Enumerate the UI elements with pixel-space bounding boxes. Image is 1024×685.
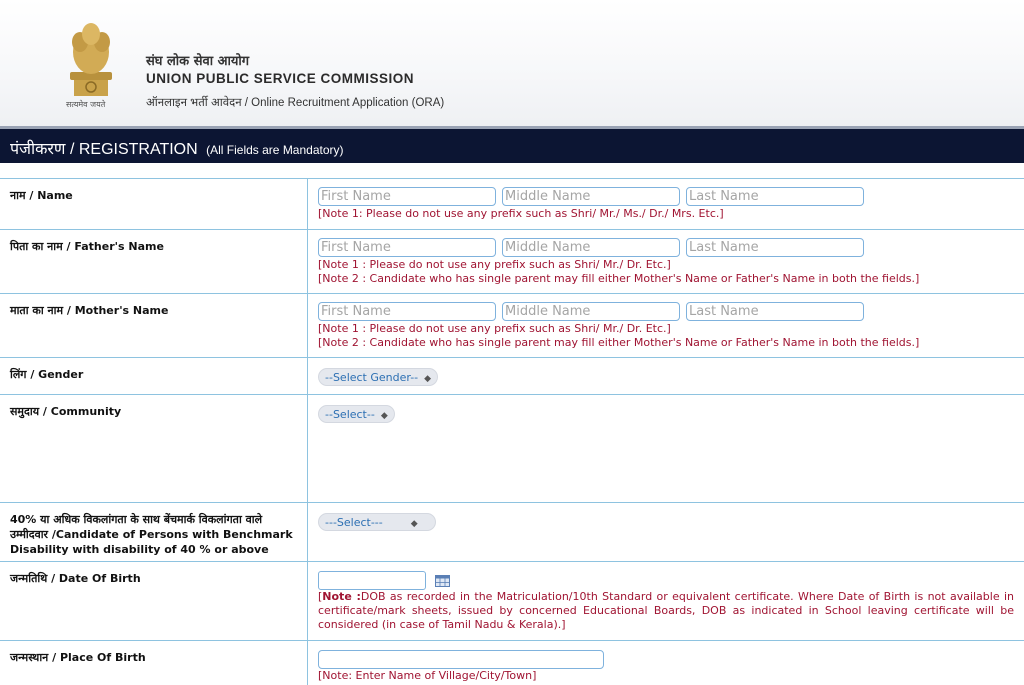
ashoka-emblem-icon	[60, 12, 122, 112]
updown-chevron-icon: ◆	[410, 519, 418, 529]
disability-select-value: ---Select---	[325, 516, 383, 529]
father-name-row	[0, 230, 1024, 294]
commission-title: UNION PUBLIC SERVICE COMMISSION	[146, 71, 415, 86]
name-label: नाम / Name	[0, 179, 308, 229]
dob-note: [Note :DOB as recorded in the Matriculation/10th Standard or equivalent certificate. Where Date of Birth is not available in certificate/mark sheets, issued by concerned Educational Boards, DOB as indicated in School leaving certificate will be considered (in case of Tamil Nadu & Kerala).]	[318, 590, 1014, 631]
disability-row	[0, 503, 1024, 562]
community-row	[0, 395, 1024, 503]
emblem-motto: सत्यमेव जयते	[66, 100, 106, 109]
disability-select[interactable]	[318, 513, 436, 531]
father-first-name-input[interactable]	[318, 238, 496, 257]
mother-middle-name-input[interactable]	[502, 302, 680, 321]
gender-label: लिंग / Gender	[0, 358, 308, 394]
dob-row	[0, 562, 1024, 641]
pob-label: जन्मस्थान / Place Of Birth	[0, 641, 308, 685]
name-note-1: [Note 1: Please do not use any prefix such as Shri/ Mr./ Ms./ Dr./ Mrs. Etc.]	[318, 207, 724, 220]
pob-note: [Note: Enter Name of Village/City/Town]	[318, 669, 537, 682]
updown-chevron-icon: ◆	[380, 411, 388, 421]
pob-row	[0, 641, 1024, 685]
dob-note-text: DOB as recorded in the Matriculation/10th Standard or equivalent certificate. Where Date of Birth is not available in certificate/mark sheets, issued by concerned Educational Boards, DOB as indicated in School leaving certificate will be considered (in case of Tamil Nadu & Kerala).]	[318, 590, 1014, 631]
mother-note-2: [Note 2 : Candidate who has single parent may fill either Mother's Name or Father's Name in both the fields.]	[318, 336, 920, 349]
updown-chevron-icon: ◆	[424, 374, 432, 384]
gender-select[interactable]	[318, 368, 438, 386]
hindi-title: संघ लोक सेवा आयोग	[146, 54, 250, 69]
name-row	[0, 179, 1024, 230]
mother-name-label: माता का नाम / Mother's Name	[0, 294, 308, 357]
last-name-input[interactable]	[686, 187, 864, 206]
registration-bar	[0, 129, 1024, 163]
mandatory-note: (All Fields are Mandatory)	[206, 143, 344, 157]
first-name-input[interactable]	[318, 187, 496, 206]
father-last-name-input[interactable]	[686, 238, 864, 257]
header	[0, 0, 1024, 128]
father-note-2: [Note 2 : Candidate who has single parent may fill either Mother's Name or Father's Name in both the fields.]	[318, 272, 920, 285]
father-middle-name-input[interactable]	[502, 238, 680, 257]
mother-name-row	[0, 294, 1024, 358]
gender-row	[0, 358, 1024, 395]
dob-label: जन्मतिथि / Date Of Birth	[0, 562, 308, 640]
mother-last-name-input[interactable]	[686, 302, 864, 321]
mother-first-name-input[interactable]	[318, 302, 496, 321]
dob-input[interactable]	[318, 571, 426, 590]
disability-label: 40% या अधिक विकलांगता के साथ बेंचमार्क विकलांगता वाले उम्मीदवार /Candidate of Persons with Benchmark Disability with disability of 40 % or above	[0, 503, 308, 561]
calendar-icon[interactable]	[435, 575, 450, 587]
pob-input[interactable]	[318, 650, 604, 669]
ora-subtitle: ऑनलाइन भर्ती आवेदन / Online Recruitment Application (ORA)	[146, 97, 445, 109]
community-label: समुदाय / Community	[0, 395, 308, 502]
gender-select-value: --Select Gender--	[325, 371, 419, 384]
community-select[interactable]	[318, 405, 395, 423]
middle-name-input[interactable]	[502, 187, 680, 206]
community-select-value: --Select--	[325, 408, 375, 421]
mother-note-1: [Note 1 : Please do not use any prefix such as Shri/ Mr./ Dr. Etc.]	[318, 322, 671, 335]
dob-note-bold: Note :	[322, 590, 361, 603]
registration-form	[0, 178, 1024, 685]
father-name-label: पिता का नाम / Father's Name	[0, 230, 308, 293]
registration-title: पंजीकरण / REGISTRATION	[10, 141, 198, 158]
father-note-1: [Note 1 : Please do not use any prefix such as Shri/ Mr./ Dr. Etc.]	[318, 258, 671, 271]
